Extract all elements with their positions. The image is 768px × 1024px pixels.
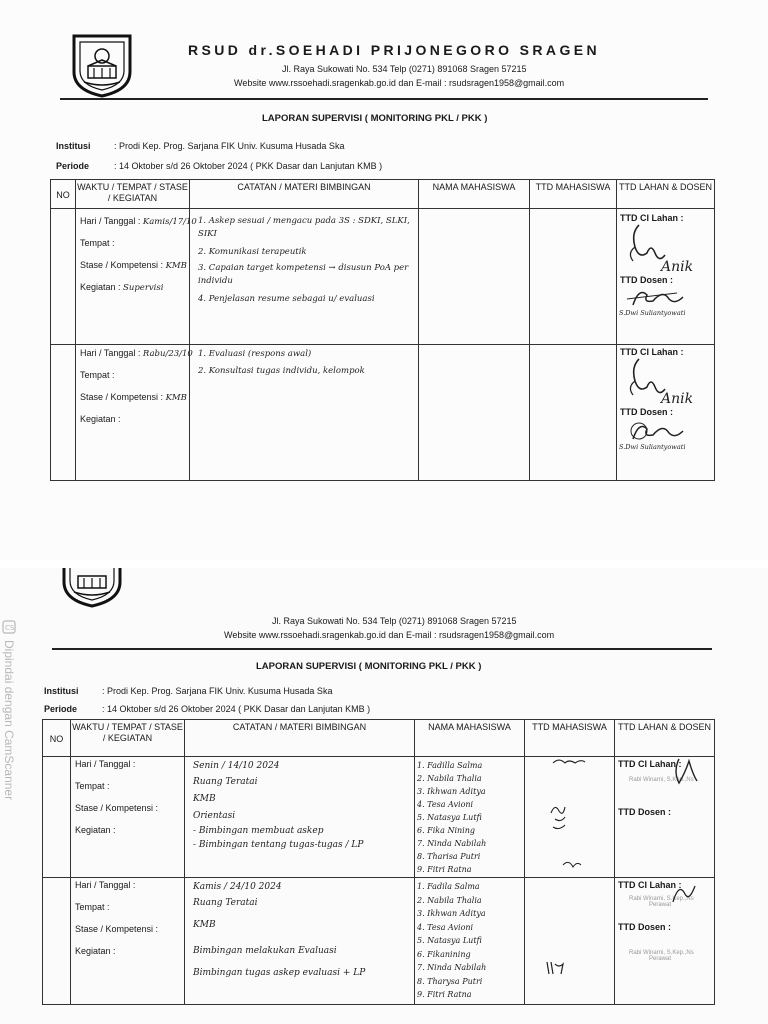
tempat-label: Tempat : (75, 902, 110, 912)
student-name: 7. Ninda Nabilah (417, 839, 487, 848)
catatan-cell (190, 345, 419, 481)
student-signatures-icon (525, 757, 615, 875)
kegiatan-label: Kegiatan : (80, 282, 121, 292)
student-name: 9. Fitri Ratna (417, 865, 472, 874)
kegiatan-value: Supervisi (123, 283, 164, 293)
tempat-label: Tempat : (80, 238, 115, 248)
note-line: Kamis / 24/10 2024 (193, 882, 282, 892)
waktu-cell (76, 209, 197, 345)
ttd-lahan-cell (617, 345, 715, 481)
nama-cell (419, 209, 530, 345)
stase-value: KMB (165, 261, 187, 271)
hospital-website: Website www.rssoehadi.sragenkab.go.id dan E-mail : rsudsragen1958@gmail.com (224, 630, 555, 640)
ttd-ci-label: TTD CI Lahan : (618, 759, 682, 769)
hari-value: Rabu/23/10 (142, 349, 193, 359)
nama-mahasiswa-cell (415, 757, 525, 878)
dosen-stamp-role: Perawat (649, 956, 672, 962)
institusi-value: : Prodi Kep. Prog. Sarjana FIK Univ. Kusuma Husada Ska (114, 141, 345, 151)
note-line: - Bimbingan membuat askep (193, 826, 324, 836)
header-ttd-mahasiswa: TTD MAHASISWA (530, 180, 617, 209)
student-name: 4. Tesa Avioni (417, 922, 474, 932)
report-title: LAPORAN SUPERVISI ( MONITORING PKL / PKK ) (256, 661, 482, 672)
kegiatan-label: Kegiatan : (80, 414, 121, 424)
note-line: Ruang Teratai (193, 898, 258, 908)
institusi-line (56, 141, 344, 151)
tempat-label: Tempat : (80, 370, 115, 380)
student-name: 5. Natasya Lutfi (417, 936, 482, 945)
student-name: 6. Fika Nining (417, 826, 475, 835)
hospital-name: RSUD dr.SOEHADI PRIJONEGORO SRAGEN (188, 42, 600, 58)
ci-signature-name: Anik (661, 391, 694, 407)
institusi-label: Institusi (56, 141, 91, 151)
hospital-address: Jl. Raya Sukowati No. 534 Telp (0271) 891068 Sragen 57215 (272, 616, 517, 626)
ttd-lahan-cell (617, 209, 715, 345)
header-ttd-lahan-dosen: TTD LAHAN & DOSEN (617, 180, 715, 209)
dosen-stamp: Rabi Winarni, S.Kep.,Ns (629, 950, 694, 956)
ci-signature-icon (617, 357, 711, 407)
header-no: NO (51, 180, 76, 209)
ttd-mahasiswa-cell (525, 757, 615, 878)
student-name: 2. Nabila Thalia (417, 895, 482, 905)
ci-signature-icon (649, 757, 709, 787)
svg-text:CS: CS (5, 624, 15, 632)
ttd-mahasiswa-cell (530, 345, 617, 481)
periode-value: : 14 Oktober s/d 26 Oktober 2024 ( PKK Dasar dan Lanjutan KMB ) (102, 704, 371, 714)
hari-value: Kamis/17/10 (142, 217, 197, 227)
note-line: 1. Evaluasi (respons awal) (198, 349, 312, 359)
stase-label: Stase / Kompetensi : (75, 803, 159, 813)
header-catatan: CATATAN / MATERI BIMBINGAN (190, 180, 419, 209)
institusi-line (44, 686, 332, 696)
note-line: - Bimbingan tentang tugas-tugas / LP (193, 840, 364, 850)
ci-signature-icon (617, 223, 711, 275)
scanned-page-2 (0, 568, 768, 1024)
note-line: Bimbingan melakukan Evaluasi (193, 946, 337, 956)
note-line: Ruang Teratai (193, 777, 258, 787)
row-no-cell (51, 209, 76, 345)
catatan-cell (185, 757, 415, 878)
camscanner-logo-icon (2, 620, 16, 634)
student-name: 6. Fikanining (417, 949, 471, 959)
ttd-ci-label: TTD CI Lahan : (618, 880, 682, 890)
note-line: KMB (193, 794, 216, 804)
institusi-value: : Prodi Kep. Prog. Sarjana FIK Univ. Kusuma Husada Ska (102, 686, 333, 696)
note-line: KMB (193, 920, 216, 930)
institusi-label: Institusi (44, 686, 79, 696)
ci-signature-name: Anik (661, 259, 694, 275)
kegiatan-label: Kegiatan : (75, 825, 116, 835)
header-waktu: WAKTU / TEMPAT / STASE / KEGIATAN (76, 180, 190, 209)
note-line: Bimbingan tugas askep evaluasi + LP (193, 968, 366, 978)
regency-emblem-logo (70, 32, 134, 98)
note-line: 2. Komunikasi terapeutik (198, 247, 307, 257)
note-line: Senin / 14/10 2024 (193, 761, 280, 771)
ttd-ci-label: TTD CI Lahan : (620, 347, 684, 357)
hospital-website: Website www.rssoehadi.sragenkab.go.id dan E-mail : rsudsragen1958@gmail.com (234, 78, 565, 88)
periode-line (56, 161, 382, 171)
kegiatan-label: Kegiatan : (75, 946, 116, 956)
ci-stamp-role: Perawat (649, 902, 672, 908)
student-name: 8. Tharisa Putri (417, 852, 481, 861)
ci-stamp: Rabi Winarni, S.Kep.,Ns (629, 777, 694, 783)
stase-value: KMB (165, 393, 187, 403)
dosen-name: S.Dwi Suliantyowati (619, 309, 686, 317)
note-line: 1. Askep sesuai / mengacu pada 3S : SDKI, SLKI, SIKI (198, 216, 410, 239)
header-ttd-mahasiswa: TTD MAHASISWA (525, 720, 615, 757)
student-name: 4. Tesa Avioni (417, 800, 474, 809)
table-row (51, 209, 715, 345)
ttd-dosen-label: TTD Dosen : (620, 275, 673, 285)
hospital-address: Jl. Raya Sukowati No. 534 Telp (0271) 891068 Sragen 57215 (282, 64, 527, 74)
header-waktu: WAKTU / TEMPAT / STASE / KEGIATAN (71, 720, 185, 757)
periode-line (44, 704, 370, 714)
ttd-dosen-label: TTD Dosen : (620, 407, 673, 417)
table-row (51, 345, 715, 481)
ttd-lahan-cell (615, 757, 715, 878)
supervision-table-1 (50, 179, 715, 481)
camscanner-watermark (2, 620, 20, 850)
catatan-cell (190, 209, 419, 345)
student-name: 5. Natasya Lutfi (417, 813, 482, 822)
header-no: NO (43, 720, 71, 757)
nama-cell (419, 345, 530, 481)
watermark-text: Dipindai dengan CamScanner (2, 640, 16, 801)
student-name: 7. Ninda Nabilah (417, 963, 487, 972)
student-name: 9. Fitri Ratna (417, 990, 472, 999)
note-line: Orientasi (193, 811, 236, 821)
ttd-ci-label: TTD CI Lahan : (620, 213, 684, 223)
stase-label: Stase / Kompetensi : (80, 392, 164, 402)
student-name: 3. Ikhwan Aditya (417, 909, 486, 918)
student-name: 1. Fadila Salma (417, 882, 480, 891)
student-name: 1. Fadilla Salma (417, 761, 483, 770)
header-nama: NAMA MAHASISWA (415, 720, 525, 757)
note-line: 4. Penjelasan resume sebagai u/ evaluasi (198, 294, 375, 304)
stase-label: Stase / Kompetensi : (75, 924, 159, 934)
note-line: 3. Capaian target kompetensi → disusun PoA per individu (198, 263, 409, 286)
header-divider (52, 648, 712, 650)
waktu-cell (76, 345, 193, 481)
dosen-name: S.Dwi Suliantyowati (619, 443, 686, 451)
header-catatan: CATATAN / MATERI BIMBINGAN (185, 720, 415, 757)
dosen-signature-icon (617, 417, 711, 443)
hari-label: Hari / Tanggal : (75, 759, 136, 769)
ttd-dosen-label: TTD Dosen : (618, 922, 671, 932)
periode-value: : 14 Oktober s/d 26 Oktober 2024 ( PKK Dasar dan Lanjutan KMB ) (114, 161, 383, 171)
row-no-cell (43, 878, 71, 1005)
ci-stamp: Rabi Winarni, S.Kep.,Ns (629, 896, 694, 902)
hari-label: Hari / Tanggal : (80, 216, 141, 226)
waktu-cell (71, 878, 185, 1005)
periode-label: Periode (44, 704, 78, 714)
catatan-cell (185, 878, 415, 1005)
ttd-mahasiswa-cell (530, 209, 617, 345)
table-row (43, 757, 715, 878)
stase-label: Stase / Kompetensi : (80, 260, 164, 270)
hari-label: Hari / Tanggal : (80, 348, 141, 358)
student-name: 3. Ikhwan Aditya (417, 787, 486, 796)
tempat-label: Tempat : (75, 781, 110, 791)
table-row (43, 878, 715, 1005)
periode-label: Periode (56, 161, 90, 171)
header-divider (60, 98, 708, 100)
student-signatures-icon (525, 878, 615, 1002)
row-no-cell (43, 757, 71, 878)
dosen-signature-icon (617, 285, 711, 309)
nama-mahasiswa-cell (415, 878, 525, 1005)
student-name: 2. Nabila Thalia (417, 774, 482, 783)
student-name: 8. Tharysa Putri (417, 976, 483, 986)
supervision-table-2 (42, 719, 715, 1005)
hari-label: Hari / Tanggal : (75, 880, 136, 890)
waktu-cell (71, 757, 185, 878)
header-ttd-lahan-dosen: TTD LAHAN & DOSEN (615, 720, 715, 757)
ttd-dosen-label: TTD Dosen : (618, 807, 671, 817)
regency-emblem-logo (60, 568, 124, 608)
header-nama: NAMA MAHASISWA (419, 180, 530, 209)
ttd-mahasiswa-cell (525, 878, 615, 1005)
row-no-cell (51, 345, 76, 481)
report-title: LAPORAN SUPERVISI ( MONITORING PKL / PKK ) (262, 113, 488, 124)
note-line: 2. Konsultasi tugas individu, kelompok (198, 366, 365, 376)
ci-signature-icon (659, 880, 709, 904)
ttd-lahan-cell (615, 878, 715, 1005)
